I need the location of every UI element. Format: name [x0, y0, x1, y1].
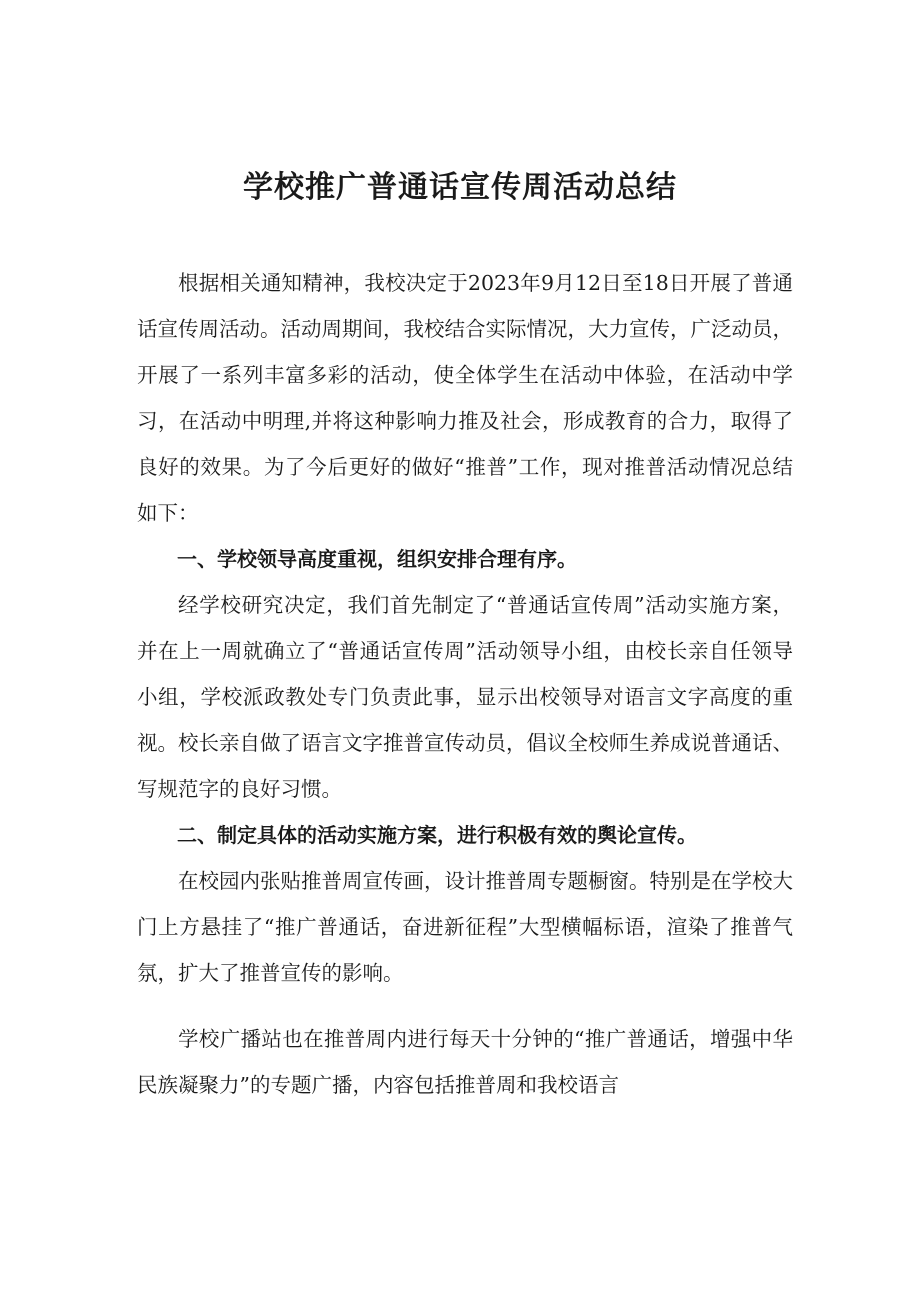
section-2-paragraph-1: 在校园内张贴推普周宣传画，设计推普周专题橱窗。特别是在学校大门上方悬挂了“推广普通话，奋进新征程”大型横幅标语，渲染了推普气氛，扩大了推普宣传的影响。	[137, 869, 793, 985]
intro-paragraph: 根据相关通知精神，我校决定于2023年9月12日至18日开展了普通话宣传周活动。活动周期间，我校结合实际情况，大力宣传，广泛动员，开展了一系列丰富多彩的活动，使全体学生在活动中体验，在活动中学习，在活动中明理,并将这种影响力推及社会，形成教育的合力，取得了良好的效果。为了今后更好的做好“推普”工作，现对推普活动情况总结如下：	[137, 271, 793, 525]
section-heading-1: 一、学校领导高度重视，组织安排合理有序。	[177, 547, 577, 571]
section-heading-2: 二、制定具体的活动实施方案，进行积极有效的舆论宣传。	[177, 823, 697, 847]
section-1-paragraph: 经学校研究决定，我们首先制定了“普通话宣传周”活动实施方案，并在上一周就确立了“普通话宣传周”活动领导小组，由校长亲自任领导小组，学校派政教处专门负责此事，显示出校领导对语言文字高度的重视。校长亲自做了语言文字推普宣传动员，倡议全校师生养成说普通话、写规范字的良好习惯。	[137, 593, 793, 801]
document-body	[137, 260, 793, 1108]
document-title: 学校推广普通话宣传周活动总结	[243, 170, 677, 205]
section-2-paragraph-2: 学校广播站也在推普周内进行每天十分钟的“推广普通话，增强中华民族凝聚力”的专题广播，内容包括推普周和我校语言	[137, 1027, 793, 1097]
